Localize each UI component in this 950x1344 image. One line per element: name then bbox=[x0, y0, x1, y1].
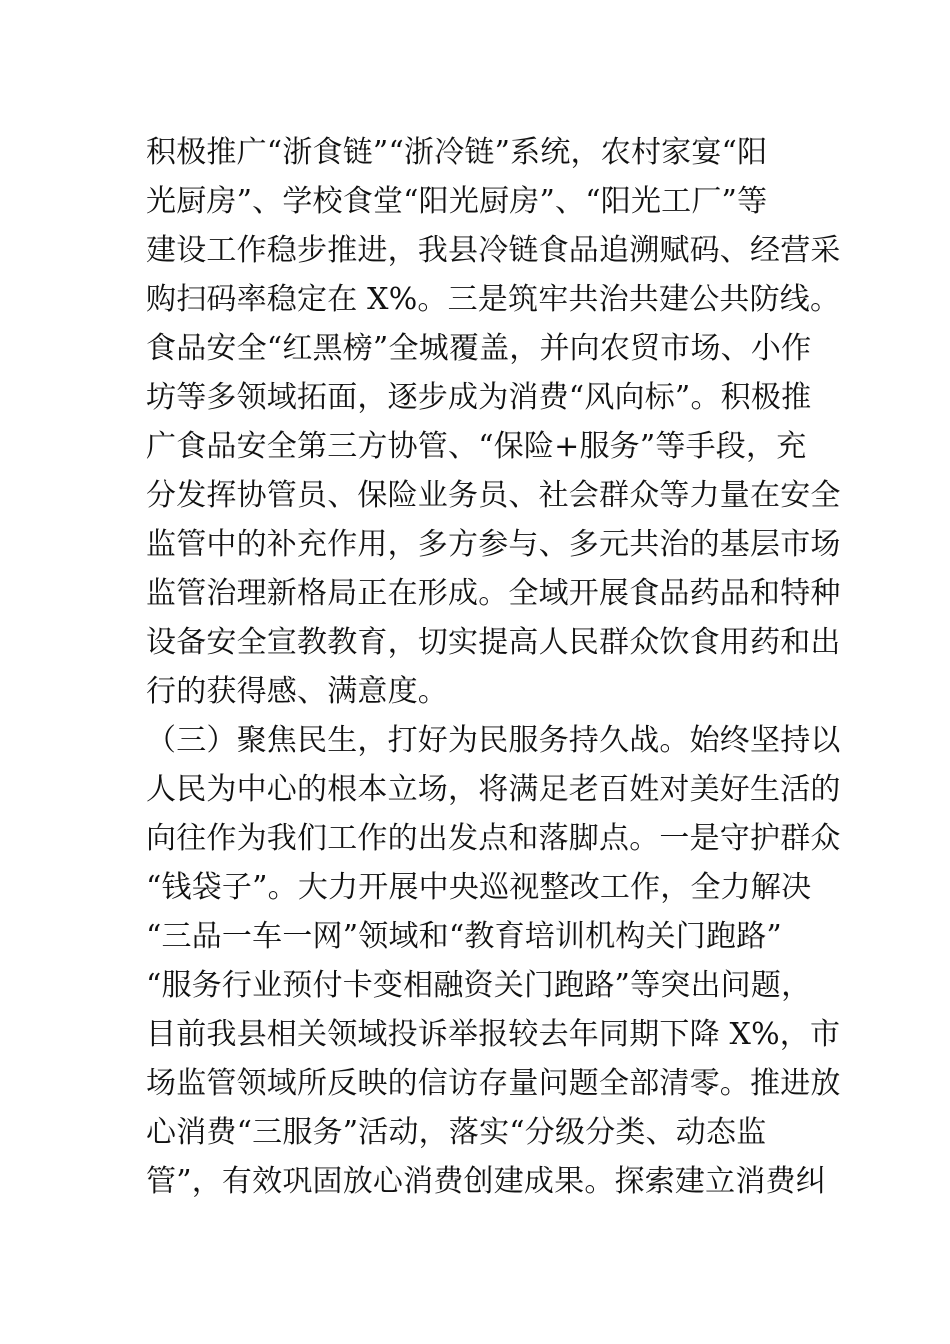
text-line: 分发挥协管员、保险业务员、社会群众等力量在安全 bbox=[146, 478, 841, 513]
text-line: 人民为中心的根本立场，将满足老百姓对美好生活的 bbox=[146, 772, 841, 807]
text-line: 食品安全“红黑榜”全城覆盖，并向农贸市场、小作 bbox=[146, 331, 812, 366]
text-line: 场监管领域所反映的信访存量问题全部清零。推进放 bbox=[146, 1066, 841, 1101]
text-line: 设备安全宣教教育，切实提高人民群众饮食用药和出 bbox=[146, 625, 841, 660]
section-heading-line: （三）聚焦民生，打好为民服务持久战。始终坚持以 bbox=[146, 723, 841, 758]
text-line: “三品一车一网”领域和“教育培训机构关门跑路” bbox=[146, 919, 782, 954]
text-line: 目前我县相关领域投诉举报较去年同期下降 X%，市 bbox=[146, 1017, 841, 1052]
text-line: 管”，有效巩固放心消费创建成果。探索建立消费纠 bbox=[146, 1164, 826, 1199]
text-line: 坊等多领域拓面，逐步成为消费“风向标”。积极推 bbox=[146, 380, 812, 415]
text-line: “服务行业预付卡变相融资关门跑路”等突出问题， bbox=[146, 968, 812, 1003]
text-line: 心消费“三服务”活动，落实“分级分类、动态监 bbox=[146, 1115, 767, 1150]
text-line: 购扫码率稳定在 X%。三是筑牢共治共建公共防线。 bbox=[146, 282, 841, 317]
text-line: 行的获得感、满意度。 bbox=[146, 674, 448, 709]
text-line: 向往作为我们工作的出发点和落脚点。一是守护群众 bbox=[146, 821, 841, 856]
text-line: “钱袋子”。大力开展中央巡视整改工作，全力解决 bbox=[146, 870, 812, 905]
text-line: 监管中的补充作用，多方参与、多元共治的基层市场 bbox=[146, 527, 841, 562]
text-line: 监管治理新格局正在形成。全域开展食品药品和特种 bbox=[146, 576, 841, 611]
text-line: 建设工作稳步推进，我县冷链食品追溯赋码、经营采 bbox=[146, 233, 841, 268]
text-line: 光厨房”、学校食堂“阳光厨房”、“阳光工厂”等 bbox=[146, 184, 768, 219]
text-line: 广食品安全第三方协管、“保险+服务”等手段，充 bbox=[146, 429, 807, 464]
text-line: 积极推广“浙食链”“浙冷链”系统，农村家宴“阳 bbox=[146, 135, 768, 170]
